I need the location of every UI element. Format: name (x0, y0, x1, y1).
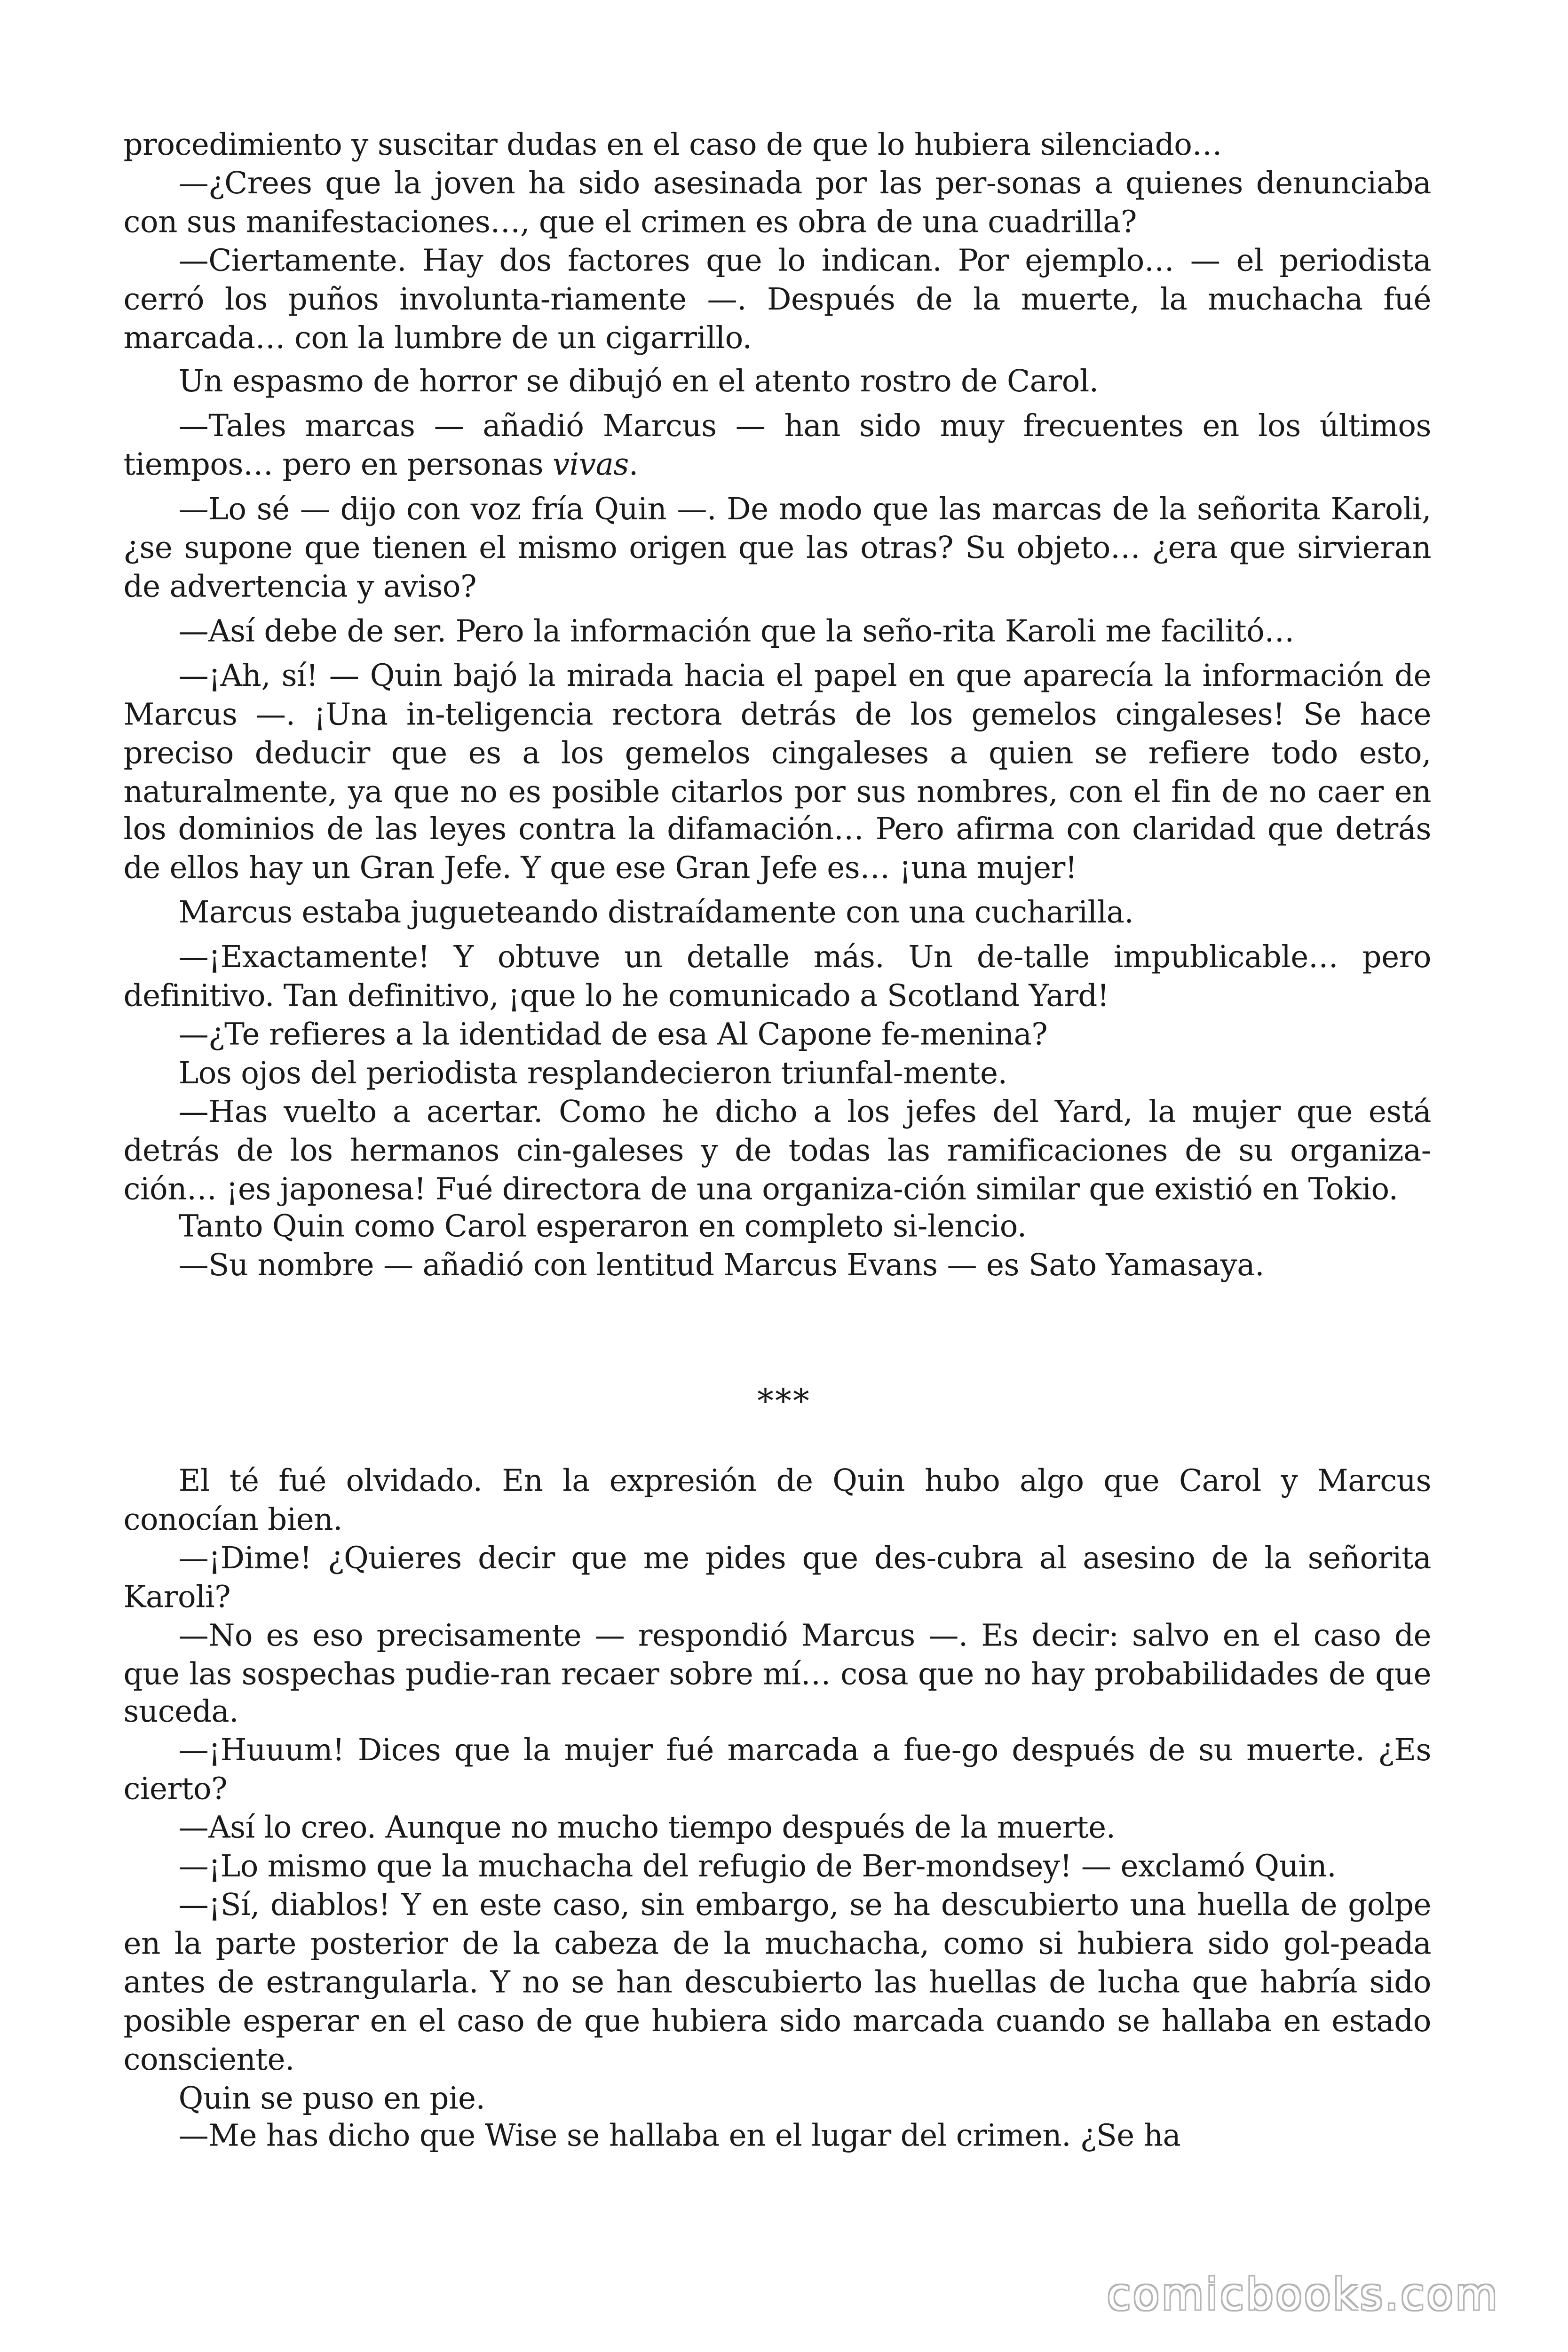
body-text-bottom (124, 1462, 1431, 2156)
paragraph: —Así lo creo. Aunque no mucho tiempo después de la muerte. (178, 1809, 1116, 1845)
paragraph: —Ciertamente. Hay dos factores que lo indican. Por ejemplo… — el periodista cerró los puños involunta-riamente —. Después de la muerte, la muchacha fué marcada… con la lumbre de un cigarrillo. (123, 242, 1431, 355)
watermark-logo: comicbooks.com (1107, 2269, 1500, 2320)
paragraph: Los ojos del periodista resplandecieron triunfal-mente. (178, 1055, 1007, 1091)
paragraph: —Lo sé — dijo con voz fría Quin —. De modo que las marcas de la señorita Karoli, ¿se supone que tienen el mismo origen que las otras? Su objeto… ¿era que sirvieran de advertencia y aviso? (123, 491, 1431, 604)
paragraph: —¡Sí, diablos! Y en este caso, sin embargo, se ha descubierto una huella de golpe en la parte posterior de la cabeza de la muchacha, como si hubiera sido gol-peada antes de estrangularla. Y no se han descubierto las huellas de lucha que habría sido posible esperar en el caso de que hubiera sido marcada cuando se hallaba en estado consciente. (123, 1886, 1431, 2077)
paragraph: Tanto Quin como Carol esperaron en completo si-lencio. (178, 1209, 1027, 1245)
paragraph: —¡Lo mismo que la muchacha del refugio de Ber-mondsey! — exclamó Quin. (178, 1848, 1337, 1884)
paragraph-text: —Tales marcas — añadió Marcus — han sido muy frecuentes en los últimos tiempos… pero en personas (123, 408, 1431, 483)
paragraph: —¡Dime! ¿Quieres decir que me pides que des-cubra al asesino de la señorita Karoli? (123, 1540, 1431, 1614)
section-separator: *** (757, 1383, 811, 1421)
italic-word: vivas (553, 446, 629, 483)
paragraph: procedimiento y suscitar dudas en el caso de que lo hubiera silenciado… (123, 126, 1222, 162)
paragraph-end: . (628, 446, 638, 483)
paragraph: —No es eso precisamente — respondió Marcus —. Es decir: salvo en el caso de que las sospechas pudie-ran recaer sobre mí… cosa que no hay probabilidades de que suceda. (123, 1617, 1431, 1730)
paragraph: —Has vuelto a acertar. Como he dicho a los jefes del Yard, la mujer que está detrás de los hermanos cin-galeses y de todas las ramificaciones de su organiza-ción… ¡es japonesa! Fué directora de una organiza-ción similar que existió en Tokio. (123, 1093, 1431, 1206)
paragraph: —Así debe de ser. Pero la información que la seño-rita Karoli me facilitó… (178, 612, 1294, 649)
body-text-top (124, 127, 1431, 1286)
paragraph: —¿Te refieres a la identidad de esa Al Capone fe-menina? (178, 1016, 1048, 1052)
paragraph: —¡Huuum! Dices que la mujer fué marcada a fue-go después de su muerte. ¿Es cierto? (123, 1732, 1431, 1807)
paragraph: —¿Crees que la joven ha sido asesinada por las per-sonas a quienes denunciaba con sus manifestaciones…, que el crimen es obra de una cuadrilla? (123, 165, 1431, 239)
paragraph: Marcus estaba jugueteando distraídamente con una cucharilla. (178, 894, 1134, 930)
paragraph: —Su nombre — añadió con lentitud Marcus Evans — es Sato Yamasaya. (178, 1247, 1265, 1283)
paragraph: Quin se puso en pie. (178, 2079, 485, 2115)
paragraph: —¡Exactamente! Y obtuve un detalle más. Un de-talle impublicable… pero definitivo. Tan definitivo, ¡que lo he comunicado a Scotland Yard! (123, 939, 1431, 1014)
paragraph (124, 408, 1431, 485)
paragraph: El té fué olvidado. En la expresión de Quin hubo algo que Carol y Marcus conocían bien. (123, 1462, 1431, 1537)
paragraph: Un espasmo de horror se dibujó en el atento rostro de Carol. (178, 364, 1099, 400)
paragraph: —¡Ah, sí! — Quin bajó la mirada hacia el papel en que aparecía la información de Marcus —. ¡Una in-teligencia rectora detrás de los gemelos cingaleses! Se hace preciso deducir que es a los gemelos cingaleses a quien se refiere todo esto, naturalmente, ya que no es posible citarlos por sus nombres, con el fin de no caer en los dominios de las leyes contra la difamación… Pero afirma con claridad que detrás de ellos hay un Gran Jefe. Y que ese Gran Jefe es… ¡una mujer! (123, 657, 1431, 886)
paragraph: —Me has dicho que Wise se hallaba en el lugar del crimen. ¿Se ha (178, 2118, 1181, 2154)
